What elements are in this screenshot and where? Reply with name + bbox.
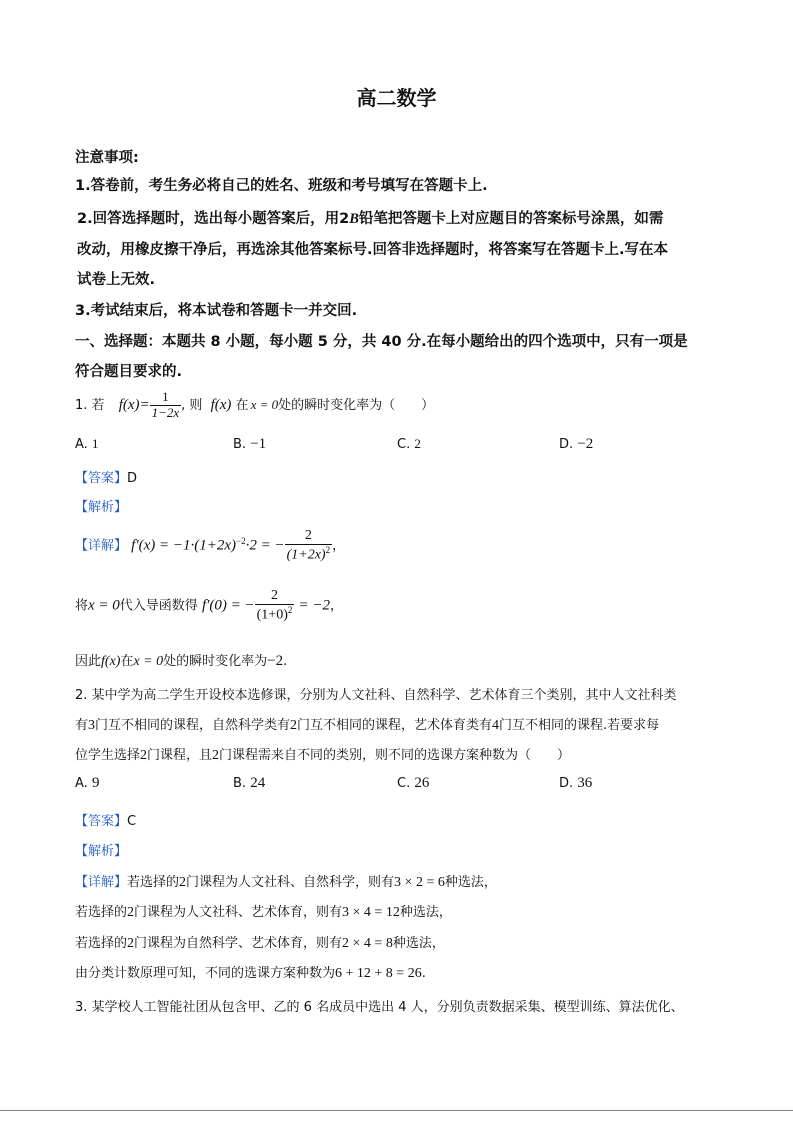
- question-2-analysis-tag: 【解析】: [75, 844, 128, 859]
- question-2-line-1: 2. 某中学为高二学生开设校本选修课，分别为人文社科、自然科学、艺术体育三个类别，其中人文社科类: [75, 688, 677, 703]
- question-1-conclusion: 因此f(x)在x = 0处的瞬时变化率为−2.: [75, 653, 288, 669]
- section-heading-line-1: 一、选择题：本题共 8 小题，每小题 5 分，共 40 分.在每小题给出的四个选项中，只有一项是: [75, 334, 688, 350]
- question-1-option-c: C. 2: [397, 436, 421, 452]
- question-2-detail-line-3: 若选择的2门课程为自然科学、艺术体育，则有2 × 4 = 8种选法，: [75, 936, 445, 951]
- question-2-option-d: D. 36: [559, 775, 593, 791]
- page-bottom-divider: [0, 1110, 793, 1111]
- section-heading-line-2: 符合题目要求的.: [75, 364, 183, 380]
- notice-item-2-line-3: 试卷上无效.: [77, 272, 156, 288]
- question-2-line-3: 位学生选择2门课程，且2门课程需来自不同的类别，则不同的选课方案种数为（ ）: [75, 748, 571, 763]
- question-1-derivative: 【详解】 $f'(x) = -1\cdot(1+2x)^{-2}\cdot 2$ = − $\frac{2}{(1+2x)^2}$ ，: [75, 528, 346, 563]
- question-1-option-b: B. −1: [233, 436, 267, 452]
- question-2-option-a: A. 9: [75, 775, 100, 791]
- question-2-line-2: 有3门互不相同的课程，自然科学类有2门互不相同的课程，艺术体育类有4门互不相同的课程.若要求每: [75, 718, 660, 733]
- question-1-analysis-tag: 【解析】: [75, 500, 128, 515]
- question-2-answer: 【答案】C: [75, 814, 137, 829]
- question-1-answer: 【答案】D: [75, 471, 138, 486]
- question-3-line-1: 3. 某学校人工智能社团从包含甲、乙的 6 名成员中选出 4 人，分别负责数据采集、模型训练、算法优化、: [75, 1000, 684, 1015]
- question-2-detail-line-2: 若选择的2门课程为人文社科、艺术体育，则有3 × 4 = 12种选法，: [75, 905, 452, 920]
- notice-item-2-line-1: 2.回答选择题时，选出每小题答案后，用2B铅笔把答题卡上对应题目的答案标号涂黑，如需: [77, 211, 664, 227]
- notice-item-1: 1.答卷前，考生务必将自己的姓名、班级和考号填写在答题卡上.: [75, 178, 488, 194]
- question-1-stem: 1. 若 f(x)= $\frac{1}{1-2x}$ , 则 f(x) 在 x = 0处的瞬时变化率为（ ）: [75, 389, 435, 420]
- question-2-detail-line-4: 由分类计数原理可知，不同的选课方案种数为6 + 12 + 8 = 26.: [75, 966, 426, 981]
- question-2-option-b: B. 24: [233, 775, 266, 791]
- notice-item-3: 3.考试结束后，将本试卷和答题卡一并交回.: [75, 303, 358, 319]
- notice-item-2-line-2: 改动，用橡皮擦干净后，再选涂其他答案标号.回答非选择题时，将答案写在答题卡上.写在本: [77, 242, 669, 258]
- page-title: 高二数学: [356, 86, 437, 110]
- notice-heading: 注意事项:: [75, 150, 139, 166]
- question-1-option-d: D. −2: [559, 436, 594, 452]
- question-2-detail-line-1: 【详解】若选择的2门课程为人文社科、自然科学，则有3 × 2 = 6种选法，: [75, 875, 497, 890]
- question-1-substitution: 将x = 0代入导函数得 f′(0) = − $\frac{2}{(1+0)^2}$ = −2，: [75, 588, 344, 623]
- question-1-option-a: A. 1: [75, 436, 99, 452]
- question-2-option-c: C. 26: [397, 775, 430, 791]
